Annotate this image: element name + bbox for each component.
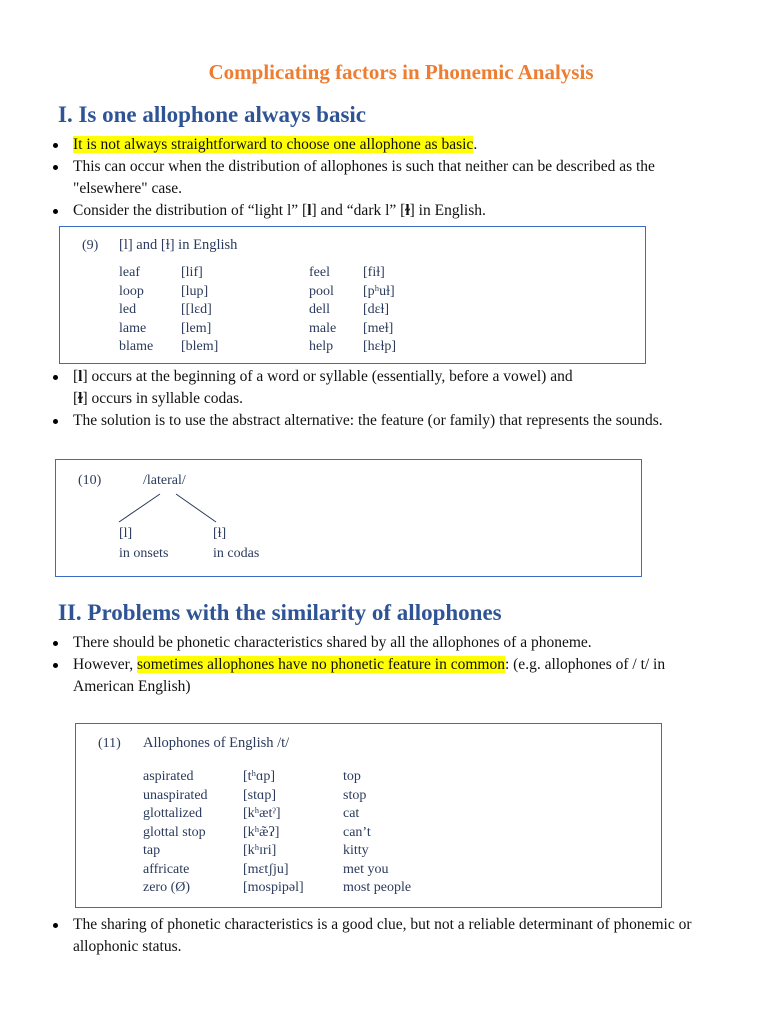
transcription-column-right: [fiɫ] [pʰuɫ] [dɛɫ] [meɫ] [hɛɫp] <box>363 265 397 354</box>
bullet-item: The solution is to use the abstract alternative: the feature (or family) that represents the sounds. <box>50 410 710 432</box>
example-number: (11) <box>98 736 121 751</box>
tree-branch-left <box>119 494 160 522</box>
bullet-item: Consider the distribution of “light l” [l] and “dark l” [ɫ] in English. <box>50 200 710 222</box>
highlighted-text: sometimes allophones have no phonetic feature in common <box>136 656 505 673</box>
section-1-heading: I. Is one allophone always basic <box>58 102 367 127</box>
bullet-item: It is not always straightforward to choose one allophone as basic. <box>50 134 710 156</box>
page-title: Complicating factors in Phonemic Analysis <box>208 60 594 84</box>
example-9-box <box>59 226 646 364</box>
example-11-box <box>75 723 662 908</box>
tree-leaf-left-symbol: [l] <box>119 526 133 541</box>
section-2-bullets <box>50 632 710 698</box>
bullet-item: However, sometimes allophones have no phonetic feature in common: (e.g. allophones of / t/ in American English) <box>50 654 710 698</box>
tree-root-label: /lateral/ <box>143 473 186 488</box>
bullet-item: The sharing of phonetic characteristics is a good clue, but not a reliable determinant of phonemic or allophonic status. <box>50 914 710 958</box>
word-column: top stop cat can’t kitty met you most people <box>343 769 412 895</box>
word-column-left: leaf loop led lame blame <box>119 265 154 354</box>
transcription-column-left: [lif] [lup] [[lɛd] [lem] [blem] <box>181 265 219 354</box>
example-number: (10) <box>78 473 102 488</box>
example-10-box <box>55 459 642 577</box>
tree-leaf-right-desc: in codas <box>213 546 260 561</box>
allophone-label-column: aspirated unaspirated glottalized glottal stop tap affricate zero (Ø) <box>143 769 208 895</box>
section-1-bullets-continued <box>50 366 710 432</box>
bullet-item: This can occur when the distribution of allophones is such that neither can be described as the "elsewhere" case. <box>50 156 710 200</box>
example-caption: Allophones of English /t/ <box>143 735 290 751</box>
section-1-bullets <box>50 134 710 222</box>
tree-leaf-left-desc: in onsets <box>119 546 169 561</box>
tree-leaf-right-symbol: [ɫ] <box>213 526 227 541</box>
example-caption: [l] and [ɫ] in English <box>119 237 238 253</box>
section-2-heading: II. Problems with the similarity of allophones <box>58 600 502 625</box>
tree-branch-right <box>176 494 216 522</box>
transcription-column: [tʰɑp] [stɑp] [kʰætˀ] [kʰæ̃ʔ] [kʰɪri] [mɛtʃju] [mospipəl] <box>243 769 304 895</box>
word-column-right: feel pool dell male help <box>309 265 337 354</box>
example-number: (9) <box>82 238 99 253</box>
bullet-item: There should be phonetic characteristics shared by all the allophones of a phoneme. <box>50 632 710 654</box>
bullet-item: [l] occurs at the beginning of a word or syllable (essentially, before a vowel) and [ɫ] occurs in syllable codas. <box>50 366 710 410</box>
highlighted-text: It is not always straightforward to choose one allophone as basic <box>73 136 474 153</box>
section-2-bullets-continued <box>50 914 710 958</box>
